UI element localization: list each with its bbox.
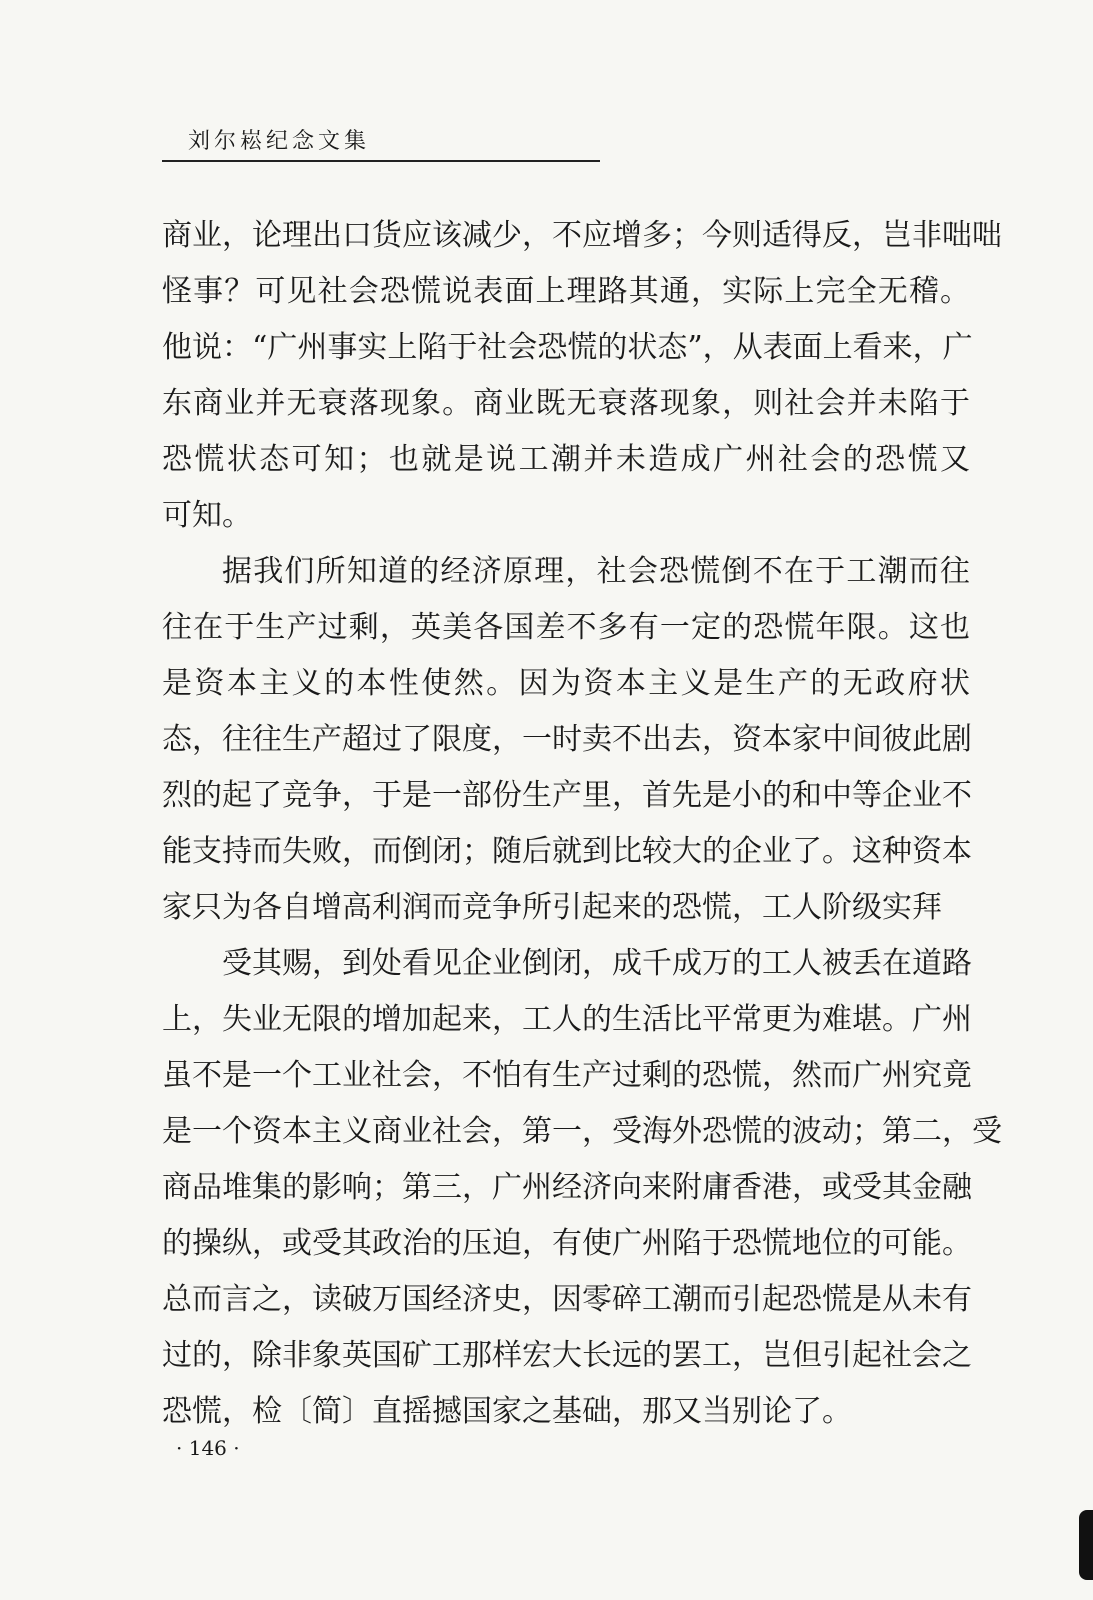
text-line: 据我们所知道的经济原理，社会恐慌倒不在于工潮而往 [222, 554, 970, 589]
scan-edge-mark [1079, 1510, 1093, 1580]
text-line: 恐慌状态可知；也就是说工潮并未造成广州社会的恐慌又 [162, 442, 970, 477]
text-line: 能支持而失败，而倒闭；随后就到比较大的企业了。这种资本 [162, 834, 972, 869]
text-line: 态，往往生产超过了限度，一时卖不出去，资本家中间彼此剧 [162, 722, 972, 757]
text-line: 的操纵，或受其政治的压迫，有使广州陷于恐慌地位的可能。 [162, 1226, 972, 1261]
running-header-title: 刘尔崧纪念文集 [188, 129, 371, 154]
page-number: · 146 · [176, 1436, 240, 1460]
header-rule [162, 160, 600, 162]
text-line: 是一个资本主义商业社会，第一，受海外恐慌的波动；第二，受 [162, 1114, 1002, 1149]
text-line: 受其赐，到处看见企业倒闭，成千成万的工人被丢在道路 [222, 946, 972, 981]
text-line: 往在于生产过剩，英美各国差不多有一定的恐慌年限。这也 [162, 610, 970, 645]
text-line: 家只为各自增高利润而竞争所引起来的恐慌，工人阶级实拜 [162, 890, 942, 925]
text-line: 商业，论理出口货应该减少，不应增多；今则适得反，岂非咄咄 [162, 218, 1002, 253]
text-line: 烈的起了竞争，于是一部份生产里，首先是小的和中等企业不 [162, 778, 972, 813]
text-line: 恐慌，检〔简〕直摇撼国家之基础，那又当别论了。 [162, 1394, 852, 1429]
text-line: 可知。 [162, 498, 252, 533]
text-line: 怪事？可见社会恐慌说表面上理路其通，实际上完全无稽。 [162, 274, 970, 309]
text-line: 过的，除非象英国矿工那样宏大长远的罢工，岂但引起社会之 [162, 1338, 972, 1373]
text-line: 东商业并无衰落现象。商业既无衰落现象，则社会并未陷于 [162, 386, 970, 421]
text-line: 商品堆集的影响；第三，广州经济向来附庸香港，或受其金融 [162, 1170, 972, 1205]
text-line: 是资本主义的本性使然。因为资本主义是生产的无政府状 [162, 666, 970, 701]
text-line: 他说：“广州事实上陷于社会恐慌的状态”，从表面上看来，广 [162, 330, 973, 365]
text-line: 虽不是一个工业社会，不怕有生产过剩的恐慌，然而广州究竟 [162, 1058, 972, 1093]
text-line: 总而言之，读破万国经济史，因零碎工潮而引起恐慌是从未有 [162, 1282, 972, 1317]
text-line: 上，失业无限的增加起来，工人的生活比平常更为难堪。广州 [162, 1002, 972, 1037]
body-text [162, 208, 1002, 1440]
